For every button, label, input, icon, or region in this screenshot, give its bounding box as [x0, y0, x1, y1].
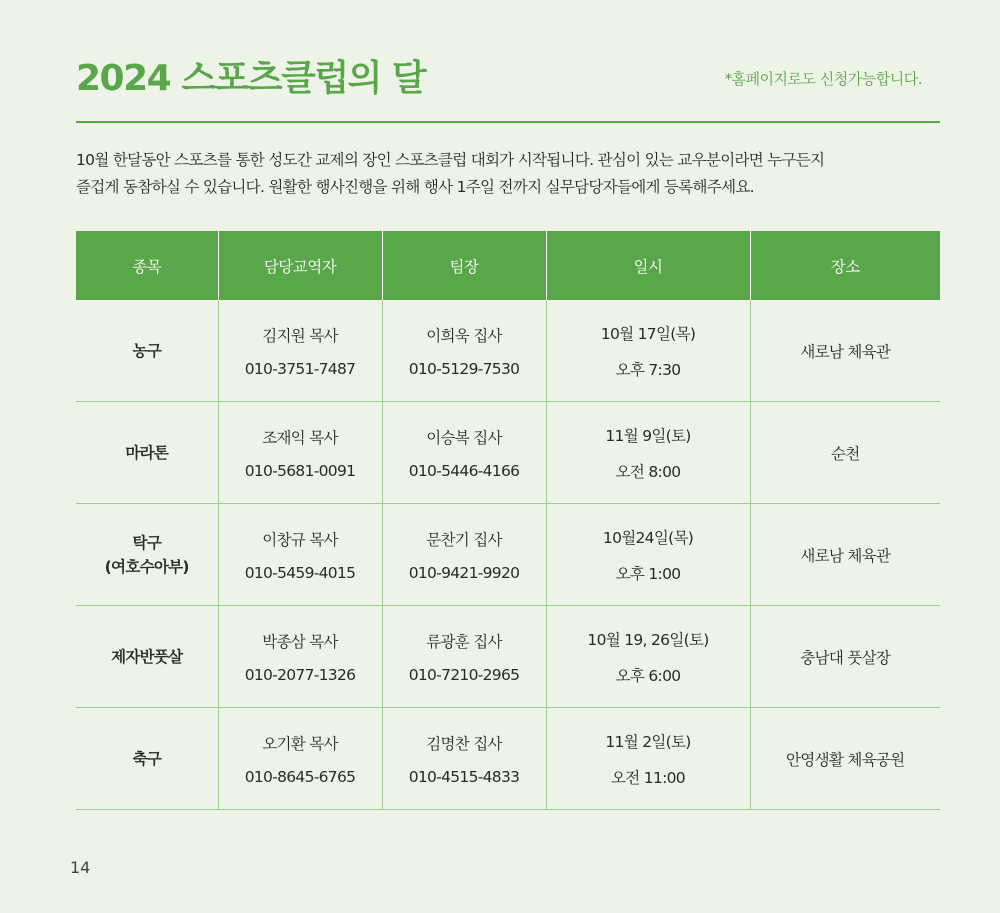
header-datetime: 일시 [546, 231, 750, 300]
leader-cell [382, 708, 546, 810]
leader-phone: 010-4515-4833 [408, 767, 520, 786]
table-row [76, 300, 940, 402]
pastor-cell [218, 606, 382, 708]
leader-cell [382, 504, 546, 606]
place-cell: 새로남 체육관 [750, 300, 940, 402]
leader-phone: 010-7210-2965 [408, 665, 520, 684]
leader-phone: 010-5129-7530 [408, 359, 520, 378]
table-row [76, 708, 940, 810]
event-date: 10월 17일(목) [600, 324, 696, 343]
leader-name: 김명찬 집사 [426, 734, 502, 753]
sport-subgroup: (여호수아부) [104, 557, 189, 576]
event-time: 오후 6:00 [615, 666, 681, 685]
pastor-phone: 010-5459-4015 [244, 563, 356, 582]
datetime-cell [546, 300, 750, 402]
pastor-cell [218, 300, 382, 402]
apply-note: *홈페이지로도 신청가능합니다. [724, 70, 922, 88]
header-pastor: 담당교역자 [218, 231, 382, 300]
sport-cell [76, 708, 218, 810]
pastor-cell [218, 402, 382, 504]
sport-cell [76, 606, 218, 708]
sport-name: 축구 [132, 749, 162, 768]
leader-name: 류광훈 집사 [426, 632, 502, 651]
table-row [76, 606, 940, 708]
header-leader: 팀장 [382, 231, 546, 300]
leader-cell [382, 606, 546, 708]
schedule-table [76, 231, 940, 810]
leader-name: 이승복 집사 [426, 428, 502, 447]
pastor-cell [218, 504, 382, 606]
leader-phone: 010-5446-4166 [408, 461, 520, 480]
leader-cell [382, 300, 546, 402]
table-header-row [76, 231, 940, 300]
intro-paragraph [76, 147, 942, 201]
sport-name: 마라톤 [125, 443, 169, 462]
header-sport: 종목 [76, 231, 218, 300]
pastor-name: 김지원 목사 [262, 326, 338, 345]
datetime-cell [546, 402, 750, 504]
pastor-name: 오기환 목사 [262, 734, 338, 753]
header-place: 장소 [750, 231, 940, 300]
intro-line-2: 즐겁게 동참하실 수 있습니다. 원활한 행사진행을 위해 행사 1주일 전까지 실무담당자들에게 등록해주세요. [76, 178, 754, 196]
datetime-cell [546, 708, 750, 810]
pastor-name: 박종삼 목사 [262, 632, 338, 651]
place-cell: 안영생활 체육공원 [750, 708, 940, 810]
datetime-cell [546, 606, 750, 708]
event-date: 10월24일(목) [602, 528, 694, 547]
sport-name: 제자반풋살 [111, 647, 183, 666]
sport-cell [76, 402, 218, 504]
pastor-cell [218, 708, 382, 810]
event-date: 10월 19, 26일(토) [587, 630, 709, 649]
page-number: 14 [70, 858, 91, 877]
pastor-name: 이창규 목사 [262, 530, 338, 549]
leader-cell [382, 402, 546, 504]
leader-name: 이희욱 집사 [426, 326, 502, 345]
event-time: 오후 1:00 [615, 564, 681, 583]
event-time: 오전 8:00 [615, 462, 681, 481]
place-cell: 새로남 체육관 [750, 504, 940, 606]
sport-cell [76, 300, 218, 402]
datetime-cell [546, 504, 750, 606]
event-date: 11월 2일(토) [605, 732, 691, 751]
leader-phone: 010-9421-9920 [408, 563, 520, 582]
intro-line-1: 10월 한달동안 스포츠를 통한 성도간 교제의 장인 스포츠클럽 대회가 시작됩니다. 관심이 있는 교우분이라면 누구든지 [76, 151, 825, 169]
pastor-phone: 010-5681-0091 [244, 461, 356, 480]
pastor-phone: 010-3751-7487 [244, 359, 356, 378]
leader-name: 문찬기 집사 [426, 530, 502, 549]
title-divider [76, 121, 940, 123]
sport-cell [76, 504, 218, 606]
page-title: 2024 스포츠클럽의 달 [76, 58, 426, 99]
event-time: 오후 7:30 [615, 360, 681, 379]
pastor-phone: 010-2077-1326 [244, 665, 356, 684]
table-row [76, 402, 940, 504]
event-date: 11월 9일(토) [605, 426, 691, 445]
place-cell: 순천 [750, 402, 940, 504]
table-row [76, 504, 940, 606]
event-time: 오전 11:00 [611, 768, 685, 787]
sport-name: 탁구 [132, 533, 162, 552]
sport-name: 농구 [132, 341, 162, 360]
pastor-name: 조재익 목사 [262, 428, 338, 447]
place-cell: 충남대 풋살장 [750, 606, 940, 708]
pastor-phone: 010-8645-6765 [244, 767, 356, 786]
